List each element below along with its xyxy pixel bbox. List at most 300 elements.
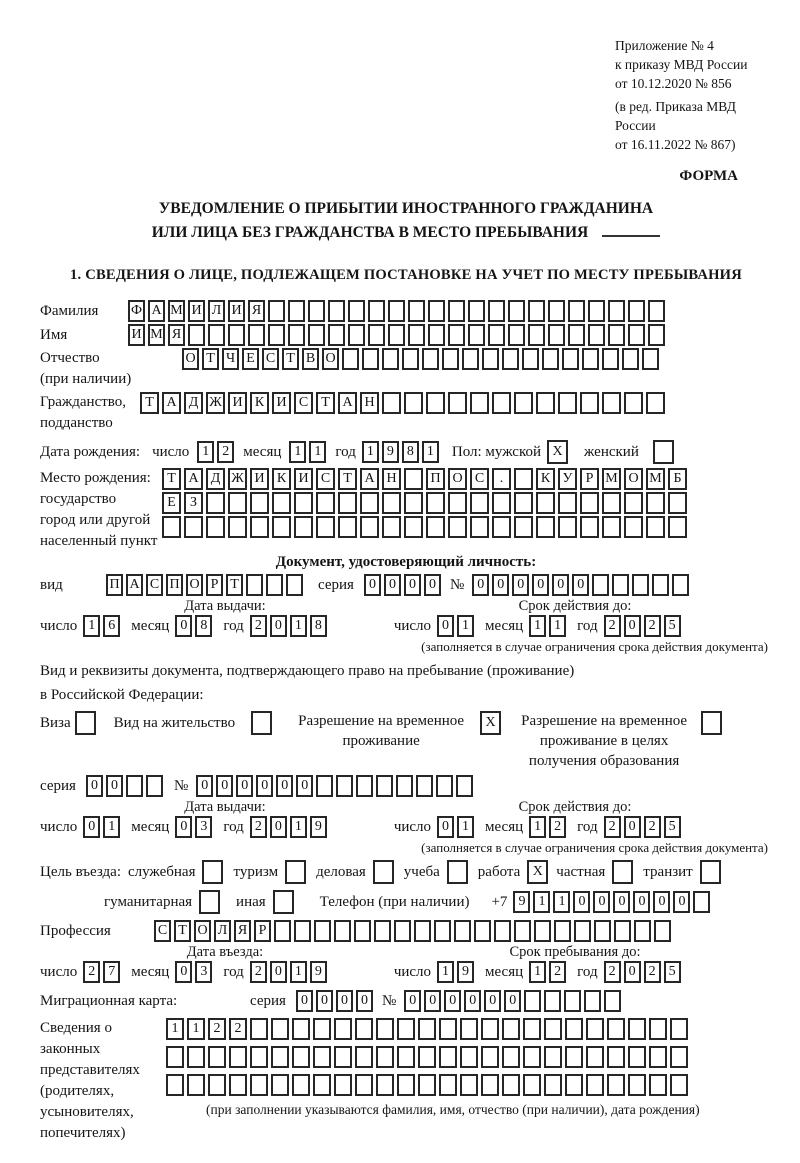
char-cell[interactable]: 1 — [553, 891, 570, 913]
char-cell[interactable] — [250, 492, 269, 514]
char-cell[interactable]: 1 — [197, 441, 214, 463]
char-cell[interactable] — [274, 920, 291, 942]
char-cell[interactable] — [404, 516, 423, 538]
char-cell[interactable] — [292, 1018, 310, 1040]
char-cell[interactable]: С — [154, 920, 171, 942]
char-cell[interactable]: 0 — [673, 891, 690, 913]
char-cell[interactable]: 0 — [593, 891, 610, 913]
char-cell[interactable] — [334, 1046, 352, 1068]
char-cell[interactable]: 0 — [175, 816, 192, 838]
char-cell[interactable] — [646, 492, 665, 514]
char-cell[interactable]: 0 — [572, 574, 589, 596]
char-cell[interactable] — [514, 492, 533, 514]
char-cell[interactable]: Т — [338, 468, 357, 490]
char-cell[interactable]: С — [470, 468, 489, 490]
char-cell[interactable] — [544, 1018, 562, 1040]
char-cell[interactable]: 7 — [103, 961, 120, 983]
char-cell[interactable]: Е — [162, 492, 181, 514]
char-cell[interactable] — [594, 920, 611, 942]
char-cell[interactable]: С — [262, 348, 279, 370]
char-cell[interactable]: Р — [580, 468, 599, 490]
char-cell[interactable] — [368, 300, 385, 322]
char-cell[interactable] — [612, 574, 629, 596]
char-cell[interactable]: Б — [668, 468, 687, 490]
char-cell[interactable] — [536, 392, 555, 414]
char-cell[interactable] — [202, 860, 223, 884]
char-cell[interactable] — [362, 348, 379, 370]
char-cell[interactable] — [584, 990, 601, 1012]
char-cell[interactable]: 2 — [83, 961, 100, 983]
char-cell[interactable] — [642, 348, 659, 370]
char-cell[interactable]: 8 — [310, 615, 327, 637]
char-cell[interactable] — [562, 348, 579, 370]
char-cell[interactable] — [565, 1018, 583, 1040]
char-cell[interactable] — [628, 324, 645, 346]
char-cell[interactable] — [439, 1046, 457, 1068]
char-cell[interactable] — [612, 860, 633, 884]
char-cell[interactable] — [632, 574, 649, 596]
char-cell[interactable] — [508, 300, 525, 322]
char-cell[interactable] — [368, 324, 385, 346]
char-cell[interactable] — [308, 324, 325, 346]
char-cell[interactable] — [404, 492, 423, 514]
char-cell[interactable] — [292, 1046, 310, 1068]
char-cell[interactable] — [334, 920, 351, 942]
char-cell[interactable] — [428, 300, 445, 322]
char-cell[interactable] — [624, 392, 643, 414]
char-cell[interactable]: 2 — [250, 961, 267, 983]
char-cell[interactable] — [328, 324, 345, 346]
char-cell[interactable]: Т — [174, 920, 191, 942]
char-cell[interactable] — [376, 775, 393, 797]
char-cell[interactable]: 0 — [296, 775, 313, 797]
char-cell[interactable]: 0 — [484, 990, 501, 1012]
char-cell[interactable]: 2 — [217, 441, 234, 463]
char-cell[interactable] — [426, 516, 445, 538]
char-cell[interactable] — [208, 324, 225, 346]
char-cell[interactable]: О — [624, 468, 643, 490]
char-cell[interactable]: И — [228, 392, 247, 414]
char-cell[interactable]: X — [547, 440, 568, 464]
char-cell[interactable] — [397, 1046, 415, 1068]
char-cell[interactable]: 2 — [644, 615, 661, 637]
char-cell[interactable]: 0 — [216, 775, 233, 797]
char-cell[interactable] — [648, 300, 665, 322]
char-cell[interactable]: 1 — [289, 441, 306, 463]
char-cell[interactable]: Т — [226, 574, 243, 596]
char-cell[interactable] — [460, 1018, 478, 1040]
char-cell[interactable] — [394, 920, 411, 942]
char-cell[interactable]: Ф — [128, 300, 145, 322]
char-cell[interactable] — [604, 990, 621, 1012]
char-cell[interactable]: К — [250, 392, 269, 414]
char-cell[interactable] — [649, 1046, 667, 1068]
char-cell[interactable]: 0 — [175, 961, 192, 983]
char-cell[interactable] — [338, 516, 357, 538]
char-cell[interactable]: 2 — [549, 961, 566, 983]
char-cell[interactable]: 3 — [195, 961, 212, 983]
char-cell[interactable]: 1 — [422, 441, 439, 463]
char-cell[interactable] — [313, 1074, 331, 1096]
char-cell[interactable] — [492, 516, 511, 538]
char-cell[interactable] — [614, 920, 631, 942]
char-cell[interactable]: 1 — [309, 441, 326, 463]
char-cell[interactable] — [250, 1046, 268, 1068]
char-cell[interactable] — [456, 775, 473, 797]
char-cell[interactable] — [402, 348, 419, 370]
char-cell[interactable] — [414, 920, 431, 942]
char-cell[interactable]: 0 — [404, 574, 421, 596]
char-cell[interactable] — [342, 348, 359, 370]
char-cell[interactable] — [272, 492, 291, 514]
char-cell[interactable] — [294, 920, 311, 942]
char-cell[interactable] — [564, 990, 581, 1012]
char-cell[interactable] — [166, 1074, 184, 1096]
char-cell[interactable] — [408, 324, 425, 346]
char-cell[interactable]: X — [480, 711, 501, 735]
char-cell[interactable] — [462, 348, 479, 370]
char-cell[interactable] — [418, 1074, 436, 1096]
char-cell[interactable] — [206, 516, 225, 538]
char-cell[interactable]: 0 — [196, 775, 213, 797]
char-cell[interactable]: О — [448, 468, 467, 490]
char-cell[interactable] — [426, 392, 445, 414]
char-cell[interactable]: М — [602, 468, 621, 490]
char-cell[interactable] — [670, 1046, 688, 1068]
char-cell[interactable]: 2 — [549, 816, 566, 838]
char-cell[interactable]: 0 — [653, 891, 670, 913]
char-cell[interactable] — [447, 860, 468, 884]
char-cell[interactable] — [75, 711, 96, 735]
char-cell[interactable]: 5 — [664, 615, 681, 637]
char-cell[interactable]: Я — [234, 920, 251, 942]
char-cell[interactable]: 1 — [187, 1018, 205, 1040]
char-cell[interactable] — [272, 516, 291, 538]
char-cell[interactable] — [574, 920, 591, 942]
char-cell[interactable]: 9 — [310, 961, 327, 983]
char-cell[interactable] — [624, 516, 643, 538]
char-cell[interactable] — [602, 492, 621, 514]
char-cell[interactable] — [355, 1018, 373, 1040]
char-cell[interactable]: Р — [254, 920, 271, 942]
char-cell[interactable] — [442, 348, 459, 370]
char-cell[interactable] — [653, 440, 674, 464]
char-cell[interactable]: 2 — [229, 1018, 247, 1040]
char-cell[interactable]: 1 — [529, 615, 546, 637]
char-cell[interactable] — [338, 492, 357, 514]
char-cell[interactable]: 0 — [270, 961, 287, 983]
char-cell[interactable] — [607, 1018, 625, 1040]
char-cell[interactable] — [568, 324, 585, 346]
char-cell[interactable] — [554, 920, 571, 942]
char-cell[interactable]: 9 — [310, 816, 327, 838]
char-cell[interactable]: 0 — [364, 574, 381, 596]
char-cell[interactable] — [374, 920, 391, 942]
char-cell[interactable] — [388, 300, 405, 322]
char-cell[interactable] — [652, 574, 669, 596]
char-cell[interactable]: 0 — [424, 574, 441, 596]
char-cell[interactable] — [568, 300, 585, 322]
char-cell[interactable] — [187, 1046, 205, 1068]
char-cell[interactable]: О — [322, 348, 339, 370]
char-cell[interactable] — [388, 324, 405, 346]
char-cell[interactable]: О — [186, 574, 203, 596]
char-cell[interactable]: О — [182, 348, 199, 370]
char-cell[interactable] — [646, 392, 665, 414]
char-cell[interactable] — [348, 300, 365, 322]
char-cell[interactable]: Р — [206, 574, 223, 596]
char-cell[interactable]: 1 — [290, 615, 307, 637]
char-cell[interactable]: З — [184, 492, 203, 514]
char-cell[interactable] — [634, 920, 651, 942]
char-cell[interactable]: П — [426, 468, 445, 490]
char-cell[interactable] — [273, 890, 294, 914]
char-cell[interactable] — [580, 392, 599, 414]
char-cell[interactable] — [206, 492, 225, 514]
char-cell[interactable] — [558, 492, 577, 514]
char-cell[interactable] — [248, 324, 265, 346]
char-cell[interactable] — [693, 891, 710, 913]
char-cell[interactable] — [672, 574, 689, 596]
char-cell[interactable]: П — [106, 574, 123, 596]
char-cell[interactable]: С — [316, 468, 335, 490]
char-cell[interactable] — [700, 860, 721, 884]
char-cell[interactable]: И — [294, 468, 313, 490]
char-cell[interactable] — [316, 516, 335, 538]
char-cell[interactable] — [292, 1074, 310, 1096]
char-cell[interactable] — [492, 392, 511, 414]
char-cell[interactable]: 0 — [83, 816, 100, 838]
char-cell[interactable] — [622, 348, 639, 370]
char-cell[interactable] — [586, 1074, 604, 1096]
char-cell[interactable]: 0 — [552, 574, 569, 596]
char-cell[interactable] — [494, 920, 511, 942]
char-cell[interactable]: 1 — [457, 816, 474, 838]
char-cell[interactable]: 6 — [103, 615, 120, 637]
char-cell[interactable] — [397, 1018, 415, 1040]
char-cell[interactable] — [580, 516, 599, 538]
char-cell[interactable]: И — [250, 468, 269, 490]
char-cell[interactable]: 0 — [276, 775, 293, 797]
char-cell[interactable]: А — [148, 300, 165, 322]
char-cell[interactable]: 5 — [664, 816, 681, 838]
char-cell[interactable] — [588, 324, 605, 346]
char-cell[interactable]: 1 — [290, 961, 307, 983]
char-cell[interactable] — [482, 348, 499, 370]
char-cell[interactable]: 8 — [195, 615, 212, 637]
char-cell[interactable] — [502, 1074, 520, 1096]
char-cell[interactable] — [558, 516, 577, 538]
char-cell[interactable] — [646, 516, 665, 538]
char-cell[interactable]: 0 — [175, 615, 192, 637]
char-cell[interactable]: М — [148, 324, 165, 346]
char-cell[interactable]: И — [228, 300, 245, 322]
char-cell[interactable]: 0 — [236, 775, 253, 797]
char-cell[interactable]: 0 — [624, 816, 641, 838]
char-cell[interactable]: Я — [248, 300, 265, 322]
char-cell[interactable] — [397, 1074, 415, 1096]
char-cell[interactable] — [228, 492, 247, 514]
char-cell[interactable]: 1 — [529, 816, 546, 838]
char-cell[interactable] — [208, 1046, 226, 1068]
char-cell[interactable] — [373, 860, 394, 884]
char-cell[interactable] — [271, 1074, 289, 1096]
char-cell[interactable] — [355, 1074, 373, 1096]
char-cell[interactable] — [396, 775, 413, 797]
char-cell[interactable] — [502, 1046, 520, 1068]
char-cell[interactable]: 5 — [664, 961, 681, 983]
char-cell[interactable]: 0 — [336, 990, 353, 1012]
char-cell[interactable]: Е — [242, 348, 259, 370]
char-cell[interactable]: 0 — [424, 990, 441, 1012]
char-cell[interactable]: 1 — [533, 891, 550, 913]
char-cell[interactable] — [470, 392, 489, 414]
char-cell[interactable] — [586, 1046, 604, 1068]
char-cell[interactable]: 0 — [504, 990, 521, 1012]
char-cell[interactable] — [448, 516, 467, 538]
char-cell[interactable]: 0 — [270, 615, 287, 637]
char-cell[interactable] — [313, 1018, 331, 1040]
char-cell[interactable]: Н — [382, 468, 401, 490]
char-cell[interactable]: 0 — [444, 990, 461, 1012]
char-cell[interactable] — [648, 324, 665, 346]
char-cell[interactable] — [580, 492, 599, 514]
char-cell[interactable]: Т — [162, 468, 181, 490]
char-cell[interactable]: 3 — [195, 816, 212, 838]
char-cell[interactable] — [426, 492, 445, 514]
char-cell[interactable] — [316, 775, 333, 797]
char-cell[interactable] — [382, 516, 401, 538]
char-cell[interactable]: А — [184, 468, 203, 490]
char-cell[interactable]: 0 — [356, 990, 373, 1012]
char-cell[interactable] — [382, 348, 399, 370]
char-cell[interactable]: 1 — [437, 961, 454, 983]
char-cell[interactable] — [654, 920, 671, 942]
char-cell[interactable] — [348, 324, 365, 346]
char-cell[interactable] — [184, 516, 203, 538]
char-cell[interactable] — [470, 492, 489, 514]
char-cell[interactable]: Т — [282, 348, 299, 370]
char-cell[interactable] — [474, 920, 491, 942]
char-cell[interactable] — [524, 990, 541, 1012]
char-cell[interactable] — [288, 300, 305, 322]
char-cell[interactable] — [608, 324, 625, 346]
char-cell[interactable] — [360, 492, 379, 514]
char-cell[interactable]: 0 — [512, 574, 529, 596]
char-cell[interactable]: К — [272, 468, 291, 490]
char-cell[interactable] — [492, 492, 511, 514]
char-cell[interactable] — [544, 1046, 562, 1068]
char-cell[interactable] — [592, 574, 609, 596]
char-cell[interactable]: 0 — [316, 990, 333, 1012]
char-cell[interactable] — [548, 324, 565, 346]
char-cell[interactable] — [523, 1046, 541, 1068]
char-cell[interactable]: 0 — [624, 615, 641, 637]
char-cell[interactable] — [586, 1018, 604, 1040]
char-cell[interactable] — [439, 1018, 457, 1040]
char-cell[interactable]: 1 — [166, 1018, 184, 1040]
char-cell[interactable]: Т — [140, 392, 159, 414]
char-cell[interactable]: Л — [208, 300, 225, 322]
char-cell[interactable]: У — [558, 468, 577, 490]
char-cell[interactable]: 0 — [437, 615, 454, 637]
char-cell[interactable] — [514, 468, 533, 490]
char-cell[interactable] — [514, 392, 533, 414]
char-cell[interactable] — [460, 1046, 478, 1068]
char-cell[interactable]: П — [166, 574, 183, 596]
char-cell[interactable] — [146, 775, 163, 797]
char-cell[interactable]: И — [188, 300, 205, 322]
char-cell[interactable] — [208, 1074, 226, 1096]
char-cell[interactable] — [314, 920, 331, 942]
char-cell[interactable]: 2 — [644, 816, 661, 838]
char-cell[interactable] — [376, 1046, 394, 1068]
char-cell[interactable]: 9 — [382, 441, 399, 463]
char-cell[interactable] — [582, 348, 599, 370]
char-cell[interactable] — [199, 890, 220, 914]
char-cell[interactable] — [354, 920, 371, 942]
char-cell[interactable] — [166, 1046, 184, 1068]
char-cell[interactable] — [523, 1018, 541, 1040]
char-cell[interactable] — [602, 516, 621, 538]
char-cell[interactable]: 0 — [256, 775, 273, 797]
char-cell[interactable] — [542, 348, 559, 370]
char-cell[interactable]: 1 — [290, 816, 307, 838]
char-cell[interactable] — [701, 711, 722, 735]
char-cell[interactable] — [624, 492, 643, 514]
char-cell[interactable]: 0 — [404, 990, 421, 1012]
char-cell[interactable]: 1 — [457, 615, 474, 637]
char-cell[interactable] — [628, 1074, 646, 1096]
char-cell[interactable] — [285, 860, 306, 884]
char-cell[interactable] — [481, 1074, 499, 1096]
char-cell[interactable]: 0 — [270, 816, 287, 838]
char-cell[interactable]: 0 — [613, 891, 630, 913]
char-cell[interactable] — [502, 1018, 520, 1040]
char-cell[interactable]: С — [146, 574, 163, 596]
char-cell[interactable] — [565, 1046, 583, 1068]
char-cell[interactable]: 0 — [86, 775, 103, 797]
char-cell[interactable] — [408, 300, 425, 322]
char-cell[interactable] — [670, 1018, 688, 1040]
char-cell[interactable] — [250, 516, 269, 538]
char-cell[interactable] — [126, 775, 143, 797]
char-cell[interactable] — [468, 324, 485, 346]
char-cell[interactable]: . — [492, 468, 511, 490]
char-cell[interactable] — [528, 324, 545, 346]
char-cell[interactable] — [565, 1074, 583, 1096]
char-cell[interactable]: 0 — [472, 574, 489, 596]
char-cell[interactable] — [162, 516, 181, 538]
char-cell[interactable] — [404, 468, 423, 490]
char-cell[interactable] — [271, 1046, 289, 1068]
char-cell[interactable] — [376, 1018, 394, 1040]
char-cell[interactable] — [602, 348, 619, 370]
char-cell[interactable] — [508, 324, 525, 346]
char-cell[interactable] — [448, 392, 467, 414]
char-cell[interactable]: Д — [184, 392, 203, 414]
char-cell[interactable]: Ж — [228, 468, 247, 490]
char-cell[interactable] — [382, 392, 401, 414]
char-cell[interactable]: 1 — [549, 615, 566, 637]
char-cell[interactable] — [602, 392, 621, 414]
char-cell[interactable]: А — [126, 574, 143, 596]
char-cell[interactable] — [294, 516, 313, 538]
char-cell[interactable]: 2 — [604, 816, 621, 838]
char-cell[interactable] — [448, 324, 465, 346]
char-cell[interactable]: А — [162, 392, 181, 414]
char-cell[interactable]: С — [294, 392, 313, 414]
